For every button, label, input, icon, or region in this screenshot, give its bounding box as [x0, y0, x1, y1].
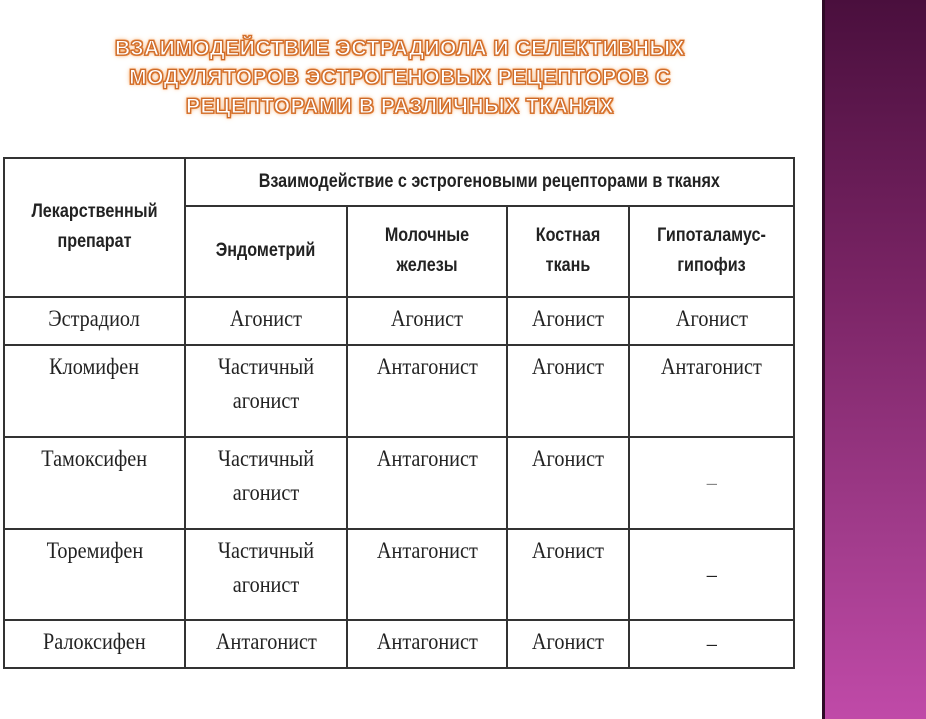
table-cell: Частичный агонист [185, 437, 347, 529]
drug-name: Эстрадиол [4, 297, 185, 345]
table-row [4, 620, 794, 668]
header-bone-tissue: Костная ткань [507, 206, 629, 296]
header-endometrium: Эндометрий [185, 206, 347, 296]
receptor-interaction-table [3, 157, 795, 669]
table-cell: Антагонист [347, 529, 507, 619]
table-cell: Агонист [507, 529, 629, 619]
table-row [4, 529, 794, 619]
table-header-row [4, 158, 794, 206]
table-cell: Антагонист [347, 437, 507, 529]
table-row [4, 437, 794, 529]
table-cell: Антагонист [629, 345, 794, 437]
title-line-2: МОДУЛЯТОРОВ ЭСТРОГЕНОВЫХ РЕЦЕПТОРОВ С [129, 66, 671, 89]
table-cell: – [629, 620, 794, 668]
side-band-edge [822, 0, 825, 719]
table-cell: Антагонист [347, 345, 507, 437]
drug-name: Тамоксифен [4, 437, 185, 529]
table-cell: Агонист [507, 437, 629, 529]
header-hypothalamus-pituitary: Гипоталамус-гипофиз [629, 206, 794, 296]
slide-title [0, 34, 800, 121]
table-cell: Частичный агонист [185, 345, 347, 437]
header-drug: Лекарственный препарат [4, 158, 185, 297]
table-cell: Антагонист [347, 620, 507, 668]
table-cell: Агонист [185, 297, 347, 345]
drug-name: Торемифен [4, 529, 185, 619]
table-cell: – [629, 529, 794, 619]
table-cell: Частичный агонист [185, 529, 347, 619]
drug-name: Ралоксифен [4, 620, 185, 668]
drug-name: Кломифен [4, 345, 185, 437]
title-line-1: ВЗАИМОДЕЙСТВИЕ ЭСТРАДИОЛА И СЕЛЕКТИВНЫХ [114, 37, 686, 60]
table-cell: – [629, 437, 794, 529]
table-row [4, 345, 794, 437]
header-mammary-glands: Молочные железы [347, 206, 507, 296]
table-cell: Агонист [507, 297, 629, 345]
table-cell: Агонист [507, 620, 629, 668]
table-cell: Агонист [507, 345, 629, 437]
title-line-3: РЕЦЕПТОРАМИ В РАЗЛИЧНЫХ ТКАНЯХ [185, 95, 615, 118]
header-group: Взаимодействие с эстрогеновыми рецепторами в тканях [185, 158, 794, 206]
table-cell: Агонист [347, 297, 507, 345]
table-cell: Антагонист [185, 620, 347, 668]
decorative-side-band [822, 0, 926, 719]
table-row [4, 297, 794, 345]
table-cell: Агонист [629, 297, 794, 345]
